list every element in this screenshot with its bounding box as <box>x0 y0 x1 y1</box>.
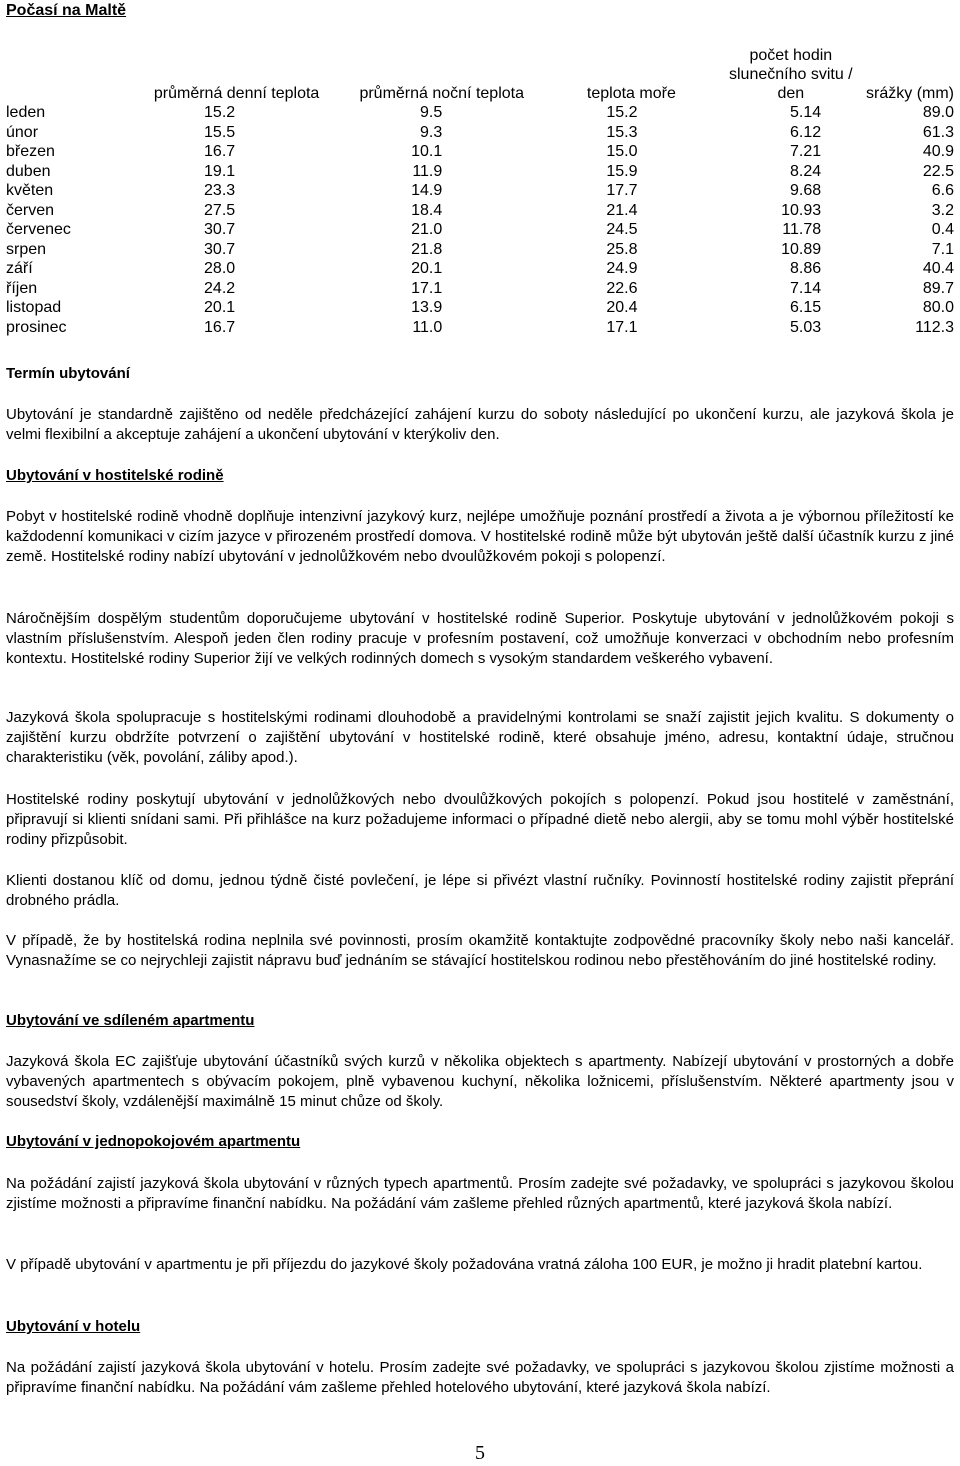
section-host-family-6 <box>6 931 954 971</box>
weather-table <box>6 46 958 337</box>
value-cell: 30.7 <box>204 221 236 238</box>
paragraph: Jazyková škola spolupracuje s hostitelskými rodinami dlouhodobě a pravidelnými kontrolami se snaží zajistit jejich kvalitu. S dokumenty o zajištění kurzu obdržíte potvrzení o zajištění ubytování v hostitelské rodině, které obsahuje jméno, adresu, kontaktní údaje, stručnou charakteristiku (věk, povolání, záliby apod.). <box>6 709 954 766</box>
month-cell: červenec <box>6 221 71 238</box>
month-cell: srpen <box>6 240 47 258</box>
value-cell: 17.7 <box>606 182 638 199</box>
value-cell: 5.14 <box>790 104 822 121</box>
value-cell: 6.12 <box>790 123 822 141</box>
value-cell: 40.4 <box>922 260 954 277</box>
value-cell: 24.9 <box>606 260 638 277</box>
value-cell: 9.68 <box>790 182 822 199</box>
value-cell: 10.93 <box>781 201 822 219</box>
value-cell: 15.0 <box>606 143 638 160</box>
value-cell: 3.2 <box>931 201 954 219</box>
value-cell: 11.0 <box>412 318 443 336</box>
value-cell: 8.24 <box>790 162 822 180</box>
table-header-row <box>6 46 958 103</box>
paragraph: Hostitelské rodiny poskytují ubytování v jednolůžkových nebo dvoulůžkových pokojích s polopenzí. Pokud jsou hostitelé v zaměstnání, připravují si klienti snídani sami. Při přihlášce na kurz požadujeme informaci o případné dietě nebo alergii, aby se tomu mohl výběr hostitelské rodiny přizpůsobit. <box>6 791 954 848</box>
paragraph: Na požádání zajistí jazyková škola ubytování v hotelu. Prosím zadejte své požadavky, ve spolupráci s jazykovou školou zjistíme možnosti a připravíme finanční nabídku. Na požádání vám zašleme přehled hotelového ubytování, které jazyková škola nabízí. <box>6 1359 954 1396</box>
paragraph: Ubytování je standardně zajištěno od neděle předcházející zahájení kurzu do soboty následující po ukončení kurzu, ale jazyková škola je velmi flexibilní a akceptuje zahájení a ukončení ubytování v kterýkoliv den. <box>6 406 954 443</box>
value-cell: 24.5 <box>606 221 638 238</box>
value-cell: 24.2 <box>204 279 236 297</box>
month-cell: prosinec <box>6 318 67 336</box>
column-header-night-temp: průměrná noční teplota <box>359 85 524 102</box>
section-host-family <box>6 507 954 567</box>
value-cell: 15.2 <box>606 104 638 121</box>
month-cell: říjen <box>6 279 38 297</box>
section-heading-term: Termín ubytování <box>6 365 130 382</box>
table-row <box>6 318 958 338</box>
value-cell: 9.5 <box>420 104 443 121</box>
value-cell: 15.9 <box>606 162 638 180</box>
table-row <box>6 298 958 318</box>
page-title: Počasí na Maltě <box>6 2 127 19</box>
section-host-family-3 <box>6 708 954 768</box>
value-cell: 15.3 <box>606 123 638 141</box>
table-row <box>6 181 958 201</box>
value-cell: 112.3 <box>915 318 954 336</box>
value-cell: 15.2 <box>204 104 236 121</box>
month-cell: leden <box>6 104 46 121</box>
value-cell: 7.21 <box>790 143 822 160</box>
page-number: 5 <box>475 1442 485 1464</box>
value-cell: 25.8 <box>606 240 638 258</box>
value-cell: 21.4 <box>606 201 638 219</box>
value-cell: 30.7 <box>204 240 236 258</box>
paragraph: Na požádání zajistí jazyková škola ubytování v různých typech apartmentů. Prosím zadejte své požadavky, ve spolupráci s jazykovou školou zjistíme možnosti a připravíme finanční nabídku. Na požádání vám zašleme přehled různých apartmentů, které jazyková škola nabízí. <box>6 1175 954 1212</box>
table-row <box>6 240 958 260</box>
column-header-day-temp: průměrná denní teplota <box>153 85 320 102</box>
value-cell: 10.89 <box>781 240 822 258</box>
column-header-sunshine: počet hodin slunečního svitu / den <box>729 47 853 102</box>
table-row <box>6 103 958 123</box>
value-cell: 22.6 <box>606 279 638 297</box>
value-cell: 40.9 <box>922 143 954 160</box>
column-header-rainfall: srážky (mm) <box>866 85 954 102</box>
table-row <box>6 279 958 299</box>
value-cell: 89.7 <box>922 279 954 297</box>
value-cell: 21.0 <box>411 221 443 238</box>
value-cell: 14.9 <box>411 182 443 199</box>
paragraph: Jazyková škola EC zajišťuje ubytování účastníků svých kurzů v několika objektech s apartmenty. Nabízejí ubytování v prostorných a dobře vybavených apartmentech s obývacím pokojem, plně vybavenou kuchyní, několika ložnicemi, příslušenstvím. Některé apartmenty jsou v sousedství školy, vzdálenější maximálně 15 minut chůze od školy. <box>6 1053 954 1110</box>
value-cell: 17.1 <box>411 279 443 297</box>
month-cell: duben <box>6 162 51 180</box>
section-host-family-4 <box>6 790 954 850</box>
value-cell: 11.9 <box>412 162 443 180</box>
value-cell: 27.5 <box>204 201 236 219</box>
paragraph: Náročnějším dospělým studentům doporučujeme ubytování v hostitelské rodině Superior. Poskytuje ubytování v jednolůžkovém pokoji s vlastním příslušenstvím. Alespoň jeden člen rodiny pracuje v profesním postavení, což umožňuje konverzaci v obchodním nebo profesním kontextu. Hostitelské rodiny Superior žijí ve velkých rodinných domech s vysokým standardem veškerého vybavení. <box>6 610 954 667</box>
paragraph: Klienti dostanou klíč od domu, jednou týdně čisté povlečení, je lépe si přivézt vlastní ručníky. Povinností hostitelské rodiny zajistit přeprání drobného prádla. <box>6 872 954 909</box>
table-row <box>6 142 958 162</box>
section-host-family-5 <box>6 871 954 911</box>
value-cell: 8.86 <box>790 260 822 277</box>
section-single-apartment-2 <box>6 1255 954 1275</box>
value-cell: 15.5 <box>204 123 236 141</box>
column-header-sea-temp: teplota moře <box>586 85 676 102</box>
value-cell: 89.0 <box>922 104 954 121</box>
table-row <box>6 201 958 221</box>
value-cell: 6.6 <box>931 182 954 199</box>
section-heading-shared-apartment: Ubytování ve sdíleném apartmentu <box>6 1012 255 1029</box>
section-heading-single-apartment: Ubytování v jednopokojovém apartmentu <box>6 1133 301 1150</box>
section-single-apartment <box>6 1174 954 1214</box>
table-body <box>6 103 958 337</box>
section-host-family-2 <box>6 609 954 669</box>
value-cell: 28.0 <box>204 260 236 277</box>
section-term <box>6 405 954 445</box>
table-row <box>6 162 958 182</box>
value-cell: 23.3 <box>204 182 236 199</box>
section-hotel <box>6 1358 954 1398</box>
section-heading-host-family: Ubytování v hostitelské rodině <box>6 467 224 484</box>
value-cell: 20.1 <box>204 299 236 316</box>
table-row <box>6 123 958 143</box>
section-shared-apartment <box>6 1052 954 1112</box>
paragraph: V případě, že by hostitelská rodina neplnila své povinnosti, prosím okamžitě kontaktujte zodpovědné pracovníky školy nebo naši kancelář. Vynasnažíme se co nejrychleji zajistit nápravu buď jednáním se stávající hostitelskou rodinou nebo přestěhováním do jiné hostitelské rodiny. <box>6 932 954 969</box>
table-row <box>6 259 958 279</box>
month-cell: březen <box>6 143 55 160</box>
value-cell: 9.3 <box>420 123 443 141</box>
value-cell: 16.7 <box>204 318 236 336</box>
table-row <box>6 220 958 240</box>
month-cell: září <box>6 260 33 277</box>
value-cell: 22.5 <box>922 162 954 180</box>
column-header <box>6 46 128 103</box>
paragraph: Pobyt v hostitelské rodině vhodně doplňuje intenzivní jazykový kurz, nejlépe umožňuje poznání prostředí a života a je výbornou příležitostí ke každodenní komunikaci v cizím jazyce v přirozeném prostředí domova. V hostitelské rodině může být ubytován ještě další účastník kurzu z jiné země. Hostitelské rodiny nabízí ubytování v jednolůžkovém nebo dvoulůžkovém pokoji s polopenzí. <box>6 508 954 565</box>
value-cell: 19.1 <box>204 162 236 180</box>
value-cell: 17.1 <box>606 318 638 336</box>
value-cell: 6.15 <box>790 299 822 316</box>
value-cell: 13.9 <box>411 299 443 316</box>
value-cell: 61.3 <box>922 123 954 141</box>
month-cell: únor <box>6 123 39 141</box>
value-cell: 80.0 <box>922 299 954 316</box>
value-cell: 20.1 <box>411 260 443 277</box>
value-cell: 21.8 <box>411 240 443 258</box>
value-cell: 10.1 <box>411 143 443 160</box>
value-cell: 20.4 <box>606 299 638 316</box>
value-cell: 16.7 <box>204 143 236 160</box>
month-cell: červen <box>6 201 55 219</box>
paragraph: V případě ubytování v apartmentu je při příjezdu do jazykové školy požadována vratná záloha 100 EUR, je možno ji hradit platební kartou. <box>6 1256 923 1273</box>
value-cell: 0.4 <box>931 221 954 238</box>
section-heading-hotel: Ubytování v hotelu <box>6 1318 141 1335</box>
month-cell: květen <box>6 182 54 199</box>
value-cell: 11.78 <box>782 221 822 238</box>
value-cell: 18.4 <box>411 201 443 219</box>
value-cell: 7.1 <box>931 240 954 258</box>
value-cell: 5.03 <box>790 318 822 336</box>
month-cell: listopad <box>6 299 62 316</box>
value-cell: 7.14 <box>790 279 822 297</box>
